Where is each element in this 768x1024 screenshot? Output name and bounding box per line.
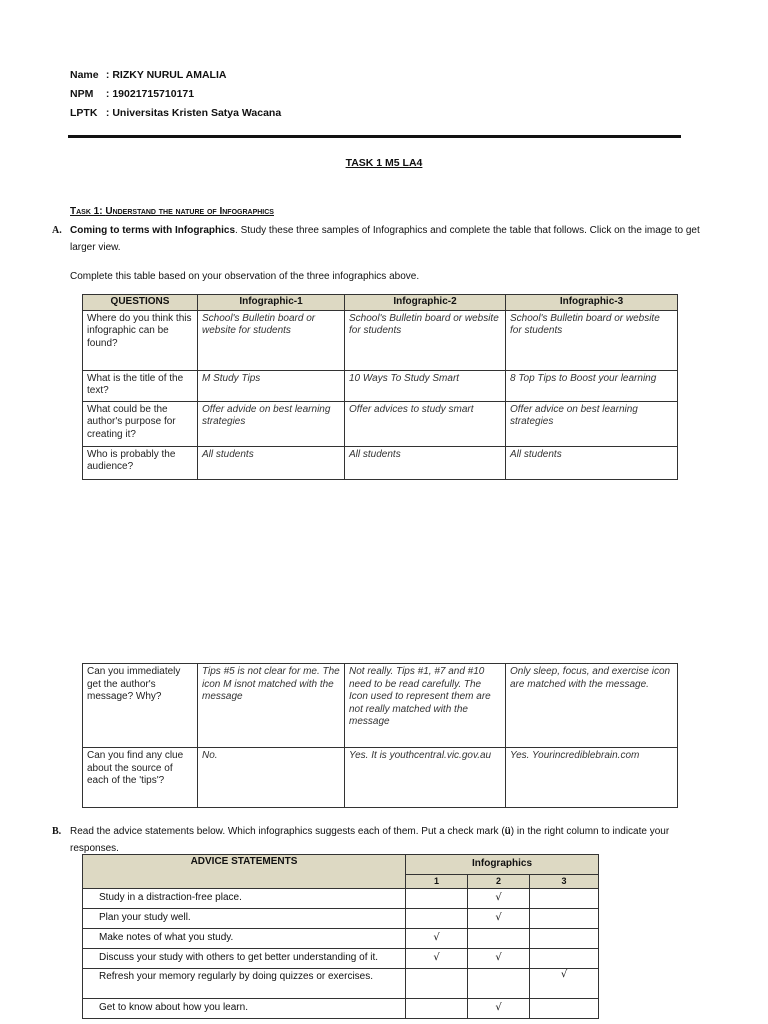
lptk-value: : Universitas Kristen Satya Wacana (105, 107, 282, 119)
npm-label: NPM (70, 88, 94, 100)
answer-cell: All students (506, 446, 678, 479)
check-cell (530, 999, 599, 1019)
part-a-text: . Study these three samples of Infographics and complete the table that follows. Click on the image to get larger view. (70, 225, 700, 253)
check-cell (530, 929, 599, 949)
answer-cell: All students (198, 446, 345, 479)
check-cell (406, 909, 468, 929)
name-line (70, 69, 226, 81)
question-cell: Can you find any clue about the source of each of the 'tips'? (83, 748, 198, 808)
answer-cell: Only sleep, focus, and exercise icon are matched with the message. (506, 664, 678, 748)
answer-cell: School's Bulletin board or website for students (506, 310, 678, 370)
check-cell: √ (468, 949, 530, 969)
answer-cell: Offer advice on best learning strategies (506, 401, 678, 446)
check-cell (530, 889, 599, 909)
col-infographic-2: Infographic-2 (345, 295, 506, 311)
name-value: : RIZKY NURUL AMALIA (105, 69, 227, 81)
answer-cell: Not really. Tips #1, #7 and #10 need to be read carefully. The Icon used to represent them are not really matched with the message (345, 664, 506, 748)
name-label: Name (70, 69, 99, 81)
question-cell: Can you immediately get the author's message? Why? (83, 664, 198, 748)
advice-header-row (83, 855, 599, 875)
table-row (83, 999, 599, 1019)
check-cell (530, 909, 599, 929)
part-a-marker: A. (52, 225, 62, 236)
task-title: TASK 1 M5 LA4 (345, 157, 423, 169)
npm-line (70, 88, 194, 100)
part-b-marker: B. (52, 826, 62, 837)
answer-cell: Offer advices to study smart (345, 401, 506, 446)
table-row (83, 909, 599, 929)
check-cell (468, 969, 530, 999)
question-cell: What could be the author's purpose for creating it? (83, 401, 198, 446)
col-3-header: 3 (530, 875, 599, 889)
check-cell: √ (406, 929, 468, 949)
question-cell: Who is probably the audience? (83, 446, 198, 479)
col-infographic-3: Infographic-3 (506, 295, 678, 311)
table-row (83, 664, 678, 748)
advice-statement: Discuss your study with others to get better understanding of it. (83, 949, 406, 969)
question-cell: Where do you think this infographic can be found? (83, 310, 198, 370)
part-a-lead: Coming to terms with Infographics (70, 225, 236, 236)
col-2-header: 2 (468, 875, 530, 889)
check-cell (530, 949, 599, 969)
answer-cell: Tips #5 is not clear for me. The icon M isnot matched with the message (198, 664, 345, 748)
advice-statement: Plan your study well. (83, 909, 406, 929)
answer-cell: 10 Ways To Study Smart (345, 370, 506, 401)
table-row (83, 370, 678, 401)
part-a-instruction: Complete this table based on your observation of the three infographics above. (70, 271, 420, 282)
advice-statement: Make notes of what you study. (83, 929, 406, 949)
part-b-text-before: Read the advice statements below. Which infographics suggests each of them. Put a check mark ( (70, 826, 505, 837)
lptk-label: LPTK (70, 107, 98, 119)
col-questions: QUESTIONS (83, 295, 198, 311)
answer-cell: School's Bulletin board or website for students (345, 310, 506, 370)
check-cell (406, 969, 468, 999)
check-cell: √ (406, 949, 468, 969)
answer-cell: Yes. It is youthcentral.vic.gov.au (345, 748, 506, 808)
col-infographic-1: Infographic-1 (198, 295, 345, 311)
part-b-text-after: ) in the right column to indicate your responses. (70, 826, 670, 854)
observation-table (82, 294, 678, 480)
header-divider (68, 135, 681, 138)
col-1-header: 1 (406, 875, 468, 889)
answer-cell: 8 Top Tips to Boost your learning (506, 370, 678, 401)
answer-cell: M Study Tips (198, 370, 345, 401)
answer-cell: All students (345, 446, 506, 479)
answer-cell: No. (198, 748, 345, 808)
table-row (83, 949, 599, 969)
infographics-header: Infographics (406, 855, 599, 875)
check-cell (406, 999, 468, 1019)
advice-statement: Refresh your memory regularly by doing quizzes or exercises. (83, 969, 406, 999)
part-b-mark-symbol: ü (504, 826, 511, 837)
section-heading (70, 206, 274, 217)
table-row (83, 889, 599, 909)
answer-cell: Offer advide on best learning strategies (198, 401, 345, 446)
lptk-line (70, 107, 281, 119)
table-row (83, 748, 678, 808)
check-cell (406, 889, 468, 909)
section-title: Understand the nature of Infographics (105, 206, 274, 217)
check-cell: √ (468, 999, 530, 1019)
npm-value: : 19021715710171 (105, 88, 195, 100)
check-cell: √ (468, 909, 530, 929)
advice-table (82, 854, 599, 1019)
advice-statements-header: ADVICE STATEMENTS (83, 855, 406, 889)
check-cell: √ (468, 889, 530, 909)
check-cell: √ (530, 969, 599, 999)
answer-cell: Yes. Yourincrediblebrain.com (506, 748, 678, 808)
advice-statement: Get to know about how you learn. (83, 999, 406, 1019)
table-row (83, 969, 599, 999)
question-cell: What is the title of the text? (83, 370, 198, 401)
part-b-paragraph (52, 823, 710, 857)
answer-cell: School's Bulletin board or website for students (198, 310, 345, 370)
observation-header-row (83, 295, 678, 311)
check-cell (468, 929, 530, 949)
table-row (83, 929, 599, 949)
section-prefix: Task 1: (70, 206, 106, 217)
observation-table-continued (82, 663, 678, 808)
table-row (83, 401, 678, 446)
part-a-paragraph (52, 222, 710, 256)
table-row (83, 446, 678, 479)
advice-statement: Study in a distraction-free place. (83, 889, 406, 909)
table-row (83, 310, 678, 370)
